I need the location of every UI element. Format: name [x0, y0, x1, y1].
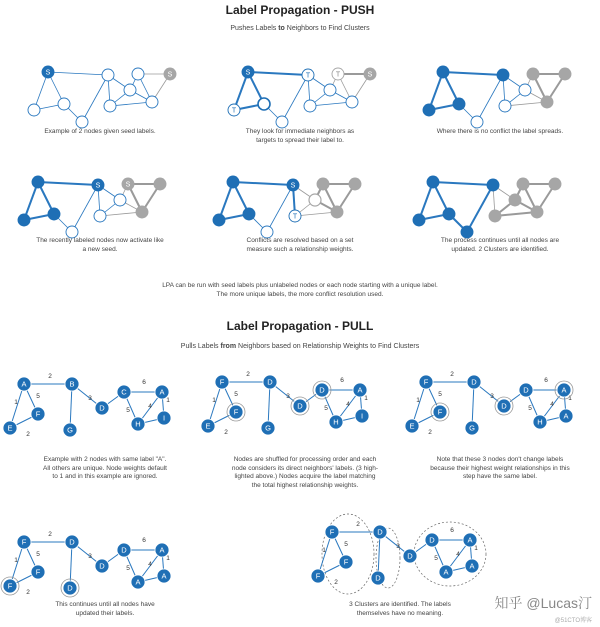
edge-weight: 3 — [88, 395, 92, 402]
edge — [82, 75, 108, 122]
edge — [38, 182, 98, 185]
edge-weight: 5 — [324, 405, 328, 412]
watermark-small: @51CTO博客 — [554, 618, 592, 624]
node-label: F — [21, 537, 27, 547]
node-label: T — [305, 72, 311, 80]
graph-node — [58, 98, 70, 110]
graph-node — [471, 116, 483, 128]
graph-node — [559, 68, 571, 80]
node-label: C — [121, 387, 127, 397]
node-label: E — [205, 421, 211, 431]
node-label: D — [501, 401, 507, 411]
node-label: F — [423, 377, 429, 387]
node-label: A — [561, 385, 567, 395]
edge-weight: 1 — [568, 395, 572, 402]
watermark: 知乎 @Lucas汀 — [494, 595, 592, 611]
push-caption-6: The process continues until all nodes are updated. 2 Clusters are identified. — [440, 237, 560, 253]
push-diagrams — [18, 66, 571, 238]
edge-weight: 2 — [26, 431, 30, 438]
node-label: A — [135, 577, 141, 587]
graph-node — [154, 178, 166, 190]
pull-caption-1: Example with 2 nodes with same label "A". All others are unique. Node weights default to 1 and in this example are ignored. — [43, 456, 167, 480]
edge-weight: 2 — [334, 579, 338, 586]
graph-node — [18, 214, 30, 226]
edge-weight: 2 — [48, 373, 52, 380]
push-panel-6 — [413, 176, 561, 238]
graph-node — [124, 84, 136, 96]
graph-node — [94, 210, 106, 222]
graph-node — [427, 176, 439, 188]
graph-node — [489, 210, 501, 222]
graph-node — [437, 66, 449, 78]
graph-node — [423, 104, 435, 116]
edge-weight: 2 — [356, 521, 360, 528]
edge-weight: 6 — [340, 377, 344, 384]
node-label: I — [360, 411, 364, 421]
edge — [282, 75, 308, 122]
edge-weight: 1 — [322, 547, 326, 554]
node-label: F — [437, 407, 443, 417]
node-label: F — [343, 557, 349, 567]
edge-weight: 5 — [234, 391, 238, 398]
pull-caption-5: 3 Clusters are identified. The labels themselves have no meaning. — [349, 601, 451, 617]
node-label: G — [67, 425, 73, 435]
edge-weight: 6 — [142, 537, 146, 544]
edge — [467, 185, 493, 232]
edge-weight: 3 — [286, 393, 290, 400]
node-label: H — [135, 419, 141, 429]
edge-weight: 1 — [14, 399, 18, 406]
edge-weight: 6 — [450, 527, 454, 534]
edge-weight: 1 — [416, 397, 420, 404]
graph-node — [28, 104, 40, 116]
node-label: D — [99, 561, 105, 571]
node-label: D — [69, 537, 75, 547]
pull-panel-4 — [1, 531, 171, 597]
node-label: S — [290, 182, 296, 190]
node-label: I — [162, 413, 166, 423]
graph-node — [443, 208, 455, 220]
node-label: S — [45, 69, 51, 77]
edge — [267, 185, 293, 232]
graph-node — [331, 206, 343, 218]
graph-node — [132, 68, 144, 80]
push-panel-4 — [18, 176, 166, 238]
graph-node — [324, 84, 336, 96]
graph-node — [541, 96, 553, 108]
edge-weight: 5 — [126, 407, 130, 414]
push-panel-1 — [28, 66, 176, 128]
edge — [245, 69, 308, 77]
edge-weight: 3 — [490, 393, 494, 400]
node-label: S — [245, 69, 251, 77]
pull-title: Label Propagation - PULL — [226, 319, 374, 333]
graph-node — [499, 100, 511, 112]
edge-weight: 4 — [346, 401, 350, 408]
node-label: E — [7, 423, 13, 433]
node-label: G — [265, 423, 271, 433]
edge-weight: 6 — [142, 379, 146, 386]
graph-node — [519, 84, 531, 96]
graph-node — [487, 179, 499, 191]
graph-node — [32, 176, 44, 188]
edge-weight: 5 — [528, 405, 532, 412]
node-label: A — [563, 411, 569, 421]
graph-node — [276, 116, 288, 128]
edge-weight: 2 — [450, 371, 454, 378]
graph-node — [346, 96, 358, 108]
node-label: T — [335, 71, 341, 79]
node-label: T — [292, 213, 298, 221]
graph-node — [227, 176, 239, 188]
node-label: B — [69, 379, 75, 389]
node-label: H — [333, 417, 339, 427]
graph-node — [531, 206, 543, 218]
node-label: F — [219, 377, 225, 387]
graph-node — [102, 69, 114, 81]
node-label: D — [297, 401, 303, 411]
graph-node — [517, 178, 529, 190]
graph-node — [104, 100, 116, 112]
graph-node — [453, 98, 465, 110]
node-label: D — [67, 583, 73, 593]
pull-panel-1 — [3, 373, 171, 438]
graph-node — [509, 194, 521, 206]
node-label: S — [95, 182, 101, 190]
edge-weight: 2 — [26, 589, 30, 596]
pull-caption-4: This continues until all nodes have updated their labels. — [55, 601, 155, 617]
pull-caption-3: Note that these 3 nodes don't change labels because their highest weight relationships in this step have the same label. — [430, 456, 570, 480]
node-label: D — [429, 535, 435, 545]
node-label: D — [121, 545, 127, 555]
edge-weight: 4 — [148, 561, 152, 568]
graph-node — [304, 100, 316, 112]
edge-weight: 1 — [166, 555, 170, 562]
node-label: D — [99, 403, 105, 413]
node-label: A — [443, 567, 449, 577]
edge-weight: 5 — [344, 541, 348, 548]
pull-panel-2 — [201, 371, 369, 436]
node-label: A — [161, 571, 167, 581]
node-label: T — [231, 107, 237, 115]
graph-node — [549, 178, 561, 190]
graph-node — [243, 208, 255, 220]
push-title: Label Propagation - PUSH — [225, 3, 375, 17]
node-label: D — [523, 385, 529, 395]
edge-weight: 5 — [434, 555, 438, 562]
graph-node — [497, 69, 509, 81]
push-caption-3: Where there is no conflict the label spreads. — [436, 128, 564, 135]
edge-weight: 2 — [428, 429, 432, 436]
graph-node — [413, 214, 425, 226]
graph-node — [349, 178, 361, 190]
push-panel-3 — [423, 66, 571, 128]
graph-node — [309, 194, 321, 206]
node-label: A — [469, 561, 475, 571]
edge-weight: 2 — [224, 429, 228, 436]
pull-panel-3 — [405, 371, 573, 436]
edge-weight: 1 — [212, 397, 216, 404]
graph-node — [48, 208, 60, 220]
push-panel-5 — [213, 176, 361, 238]
pull-subtitle: Pulls Labels from Neighbors based on Relationship Weights to Find Clusters — [180, 343, 420, 350]
edge-weight: 1 — [474, 545, 478, 552]
node-label: F — [7, 581, 13, 591]
graph-node — [317, 178, 329, 190]
edge-weight: 6 — [544, 377, 548, 384]
node-label: G — [469, 423, 475, 433]
pull-panel-5 — [311, 514, 486, 594]
node-label: A — [21, 379, 27, 389]
push-caption-4: The recently labeled nodes now activate like a new seed. — [36, 237, 164, 253]
edge-weight: 2 — [48, 531, 52, 538]
pull-caption-2: Nodes are shuffled for processing order and each node considers its direct neighbors' labels. (3 high- lighted above.) Nodes acquire the label matching the total highest relationship weights. — [231, 456, 379, 489]
node-label: F — [35, 567, 41, 577]
push-panel-2 — [228, 66, 376, 128]
graph-node — [136, 206, 148, 218]
node-label: A — [159, 387, 165, 397]
edge — [72, 185, 98, 232]
node-label: E — [409, 421, 415, 431]
node-label: F — [329, 527, 335, 537]
graph-node — [146, 96, 158, 108]
edge-weight: 2 — [246, 371, 250, 378]
node-label: D — [407, 551, 413, 561]
edge-weight: 4 — [456, 551, 460, 558]
edge-weight: 5 — [36, 551, 40, 558]
node-label: A — [467, 535, 473, 545]
edge-weight: 5 — [438, 391, 442, 398]
edge — [433, 182, 493, 185]
edge-weight: 3 — [396, 543, 400, 550]
push-note: LPA can be run with seed labels plus unlabeled nodes or each node starting with a unique label. The more unique labels, the more conflict resolution used. — [162, 282, 438, 298]
graph-node — [213, 214, 225, 226]
edge — [443, 72, 503, 75]
node-label: D — [375, 573, 381, 583]
node-label: F — [315, 571, 321, 581]
edge-weight: 3 — [88, 553, 92, 560]
node-label: D — [319, 385, 325, 395]
graph-node — [114, 194, 126, 206]
node-label: A — [357, 385, 363, 395]
edge-weight: 5 — [126, 565, 130, 572]
edge-weight: 4 — [550, 401, 554, 408]
edge-weight: 5 — [36, 393, 40, 400]
node-label: D — [267, 377, 273, 387]
push-caption-2: They look for immediate neighbors as targets to spread their label to. — [245, 128, 355, 144]
node-label: A — [159, 545, 165, 555]
node-label: S — [167, 71, 173, 79]
graph-node — [76, 116, 88, 128]
edge-weight: 1 — [166, 397, 170, 404]
push-subtitle: Pushes Labels to Neighbors to Find Clusters — [230, 25, 370, 32]
node-label: H — [537, 417, 543, 427]
edge — [233, 182, 293, 185]
graph-node — [527, 68, 539, 80]
node-label: D — [471, 377, 477, 387]
node-label: F — [233, 407, 239, 417]
edge-weight: 1 — [14, 557, 18, 564]
node-label: D — [377, 527, 383, 537]
edge-weight: 4 — [148, 403, 152, 410]
edge — [477, 75, 503, 122]
node-label: S — [125, 181, 131, 189]
push-caption-1: Example of 2 nodes given seed labels. — [44, 128, 156, 135]
node-label: S — [367, 71, 373, 79]
node-label: F — [35, 409, 41, 419]
edge — [45, 69, 108, 77]
edge-weight: 1 — [364, 395, 368, 402]
push-caption-5: Conflicts are resolved based on a set measure such a relationship weights. — [246, 237, 354, 253]
graph-node — [258, 98, 270, 110]
